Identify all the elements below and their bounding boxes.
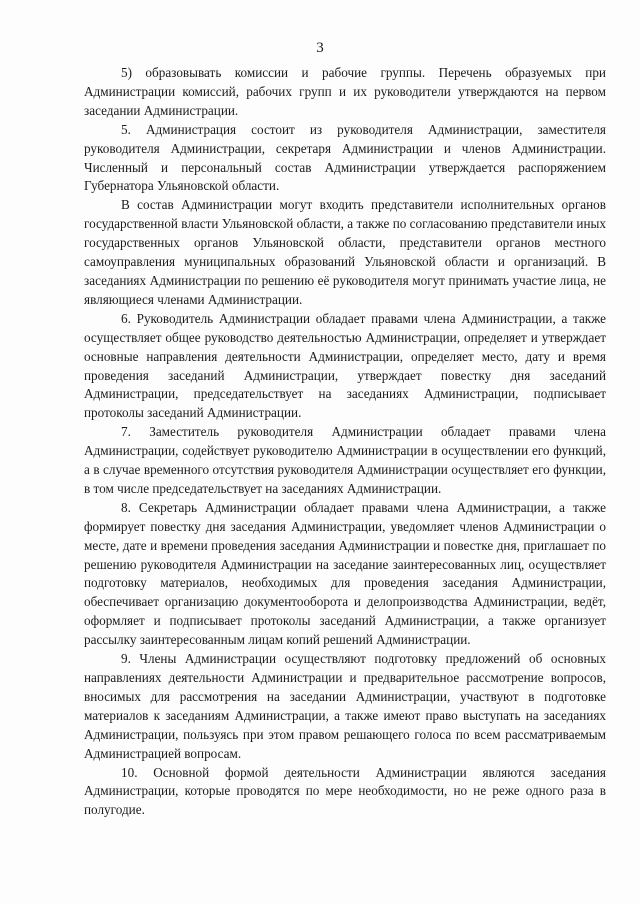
document-body <box>84 64 606 820</box>
paragraph-5-composition: 5. Администрация состоит из руководителя Администрации, заместителя руководителя Администрации, секретаря Администрации и членов Администрации. Численный и персональный состав Администрации утверждается распоряжением Губернатора Ульяновской области. <box>84 121 606 194</box>
paragraph-8-secretary: 8. Секретарь Администрации обладает правами члена Администрации, а также формирует повестку дня заседания Администрации, уведомляет членов Администрации о месте, дате и времени проведения заседания Администрации и повестке дня, приглашает по решению руководителя Администрации на заседание заинтересованных лиц, осуществляет подготовку материалов, необходимых для проведения заседания Администрации, обеспечивает организацию документооборота и делопроизводства Администрации, ведёт, оформляет и подписывает протоколы заседаний Администрации, а также организует рассылку заинтересованным лицам копий решений Администрации. <box>84 499 606 648</box>
paragraph-item-5-clause: 5) образовывать комиссии и рабочие группы. Перечень образуемых при Администрации комиссий, рабочих групп и их руководители утверждаются на первом заседании Администрации. <box>84 65 606 118</box>
paragraph-7-deputy: 7. Заместитель руководителя Администрации обладает правами члена Администрации, содействует руководителю Администрации в осуществлении его функций, а в случае временного отсутствия руководителя Администрации осуществляет его функции, в том числе председательствует на заседаниях Администрации. <box>84 424 606 496</box>
paragraph-9-members: 9. Члены Администрации осуществляют подготовку предложений об основных направлениях деятельности Администрации и предварительное рассмотрение вопросов, вносимых для рассмотрения на заседании Администрации, участвуют в подготовке материалов к заседаниям Администрации, а также имеют право выступать на заседаниях Администрации, пользуясь при этом правом решающего голоса по всем рассматриваемым Администрацией вопросам. <box>84 651 606 761</box>
paragraph-6-head: 6. Руководитель Администрации обладает правами члена Администрации, а также осуществляет общее руководство деятельностью Администрации, определяет и утверждает основные направления деятельности Администрации, определяет место, дату и время проведения заседаний Администрации, утверждает повестку дня заседаний Администрации, председательствует на заседаниях Администрации, подписывает протоколы заседаний Администрации. <box>84 310 606 421</box>
page-number: 3 <box>316 40 324 56</box>
paragraph-representatives: В состав Администрации могут входить представители исполнительных органов государственной власти Ульяновской области, а также по согласованию представители иных государственных органов Ульяновской области, представители органов местного самоуправления муниципальных образований Ульяновской области и организаций. В заседаниях Администрации по решению её руководителя могут принимать участие лица, не являющиеся членами Администрации. <box>84 197 606 307</box>
paragraph-10-meetings: 10. Основной формой деятельности Администрации являются заседания Администрации, которые проводятся по мере необходимости, но не реже одного раза в полугодие. <box>84 764 606 818</box>
